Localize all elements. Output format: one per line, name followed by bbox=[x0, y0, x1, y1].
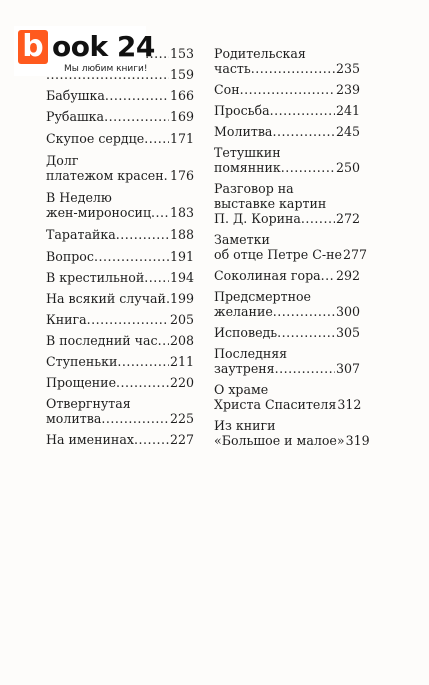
toc-entry-title: Ступеньки bbox=[46, 354, 118, 369]
toc-entry-title: молитва bbox=[46, 411, 102, 426]
toc-entry-title: жен-мироносиц bbox=[46, 205, 152, 220]
toc-page-number: 188 bbox=[169, 227, 194, 242]
toc-entry-title-line: выставке картин bbox=[214, 196, 327, 211]
toc-page-number: 208 bbox=[169, 333, 194, 348]
toc-entry-title: П. Д. Корина bbox=[214, 211, 301, 226]
toc-page-number: 183 bbox=[169, 205, 194, 220]
toc-entry bbox=[214, 145, 360, 175]
toc-entry-title-line: Предсмертное bbox=[214, 289, 312, 304]
toc-entry-title: об отце Петре С-не bbox=[214, 247, 342, 262]
logo-wordmark: ook 24 bbox=[52, 30, 155, 63]
toc-dot-leader bbox=[270, 103, 335, 118]
toc-entry-leader bbox=[46, 168, 194, 183]
toc-entry bbox=[46, 190, 194, 220]
toc-entry-title-line: Родительская bbox=[214, 46, 306, 61]
toc-entry-title: Соколиная гора bbox=[214, 268, 321, 283]
toc-entry bbox=[46, 153, 194, 183]
toc-entry bbox=[46, 270, 194, 285]
toc-page-number: 305 bbox=[335, 325, 360, 340]
toc-entry bbox=[214, 82, 360, 97]
toc-entry-title: Исповедь bbox=[214, 325, 278, 340]
toc-dot-leader bbox=[105, 88, 169, 103]
book24-logo bbox=[14, 26, 155, 76]
toc-entry-leader bbox=[46, 375, 194, 390]
toc-entry-title-line: Разговор на bbox=[214, 181, 294, 196]
toc-entry-title: часть bbox=[214, 61, 251, 76]
toc-entry-title-line: Долг bbox=[46, 153, 79, 168]
toc-entry bbox=[214, 346, 360, 376]
toc-dot-leader bbox=[275, 361, 335, 376]
toc-page-number: 227 bbox=[169, 432, 194, 447]
toc-dot-leader bbox=[144, 131, 169, 146]
toc-entry-title: Таратайка bbox=[46, 227, 116, 242]
toc-entry-leader bbox=[46, 109, 194, 124]
toc-entry-title-line: Заметки bbox=[214, 232, 270, 247]
toc-entry-title: «Большое и малое» bbox=[214, 433, 345, 448]
toc-page-number: 319 bbox=[345, 433, 370, 448]
toc-entry-title: Бабушка bbox=[46, 88, 105, 103]
toc-entry bbox=[46, 227, 194, 242]
toc-entry bbox=[46, 333, 194, 348]
toc-dot-leader bbox=[151, 205, 169, 220]
toc-entry-leader bbox=[46, 312, 194, 327]
toc-entry-leader bbox=[214, 247, 367, 262]
toc-entry-leader bbox=[46, 411, 194, 426]
toc-dot-leader bbox=[158, 333, 169, 348]
toc-entry bbox=[46, 312, 194, 327]
toc-entry-leader bbox=[46, 432, 194, 447]
toc-page-number: 169 bbox=[169, 109, 194, 124]
toc-page-number: 245 bbox=[335, 124, 360, 139]
toc-entry-leader bbox=[214, 61, 360, 76]
toc-entry-leader bbox=[46, 227, 194, 242]
toc-entry bbox=[46, 375, 194, 390]
toc-entry-leader bbox=[214, 103, 360, 118]
toc-entry-title: Прощение bbox=[46, 375, 117, 390]
toc-entry-leader bbox=[214, 325, 360, 340]
toc-entry-title: На всякий случай bbox=[46, 291, 166, 306]
toc-dot-leader bbox=[272, 124, 335, 139]
toc-entry-title-line: О храме bbox=[214, 382, 269, 397]
toc-entry bbox=[214, 103, 360, 118]
toc-entry-title: Христа Спасителя bbox=[214, 397, 337, 412]
toc-entry-title: Рубашка bbox=[46, 109, 105, 124]
toc-entry-title: В крестильной bbox=[46, 270, 145, 285]
toc-entry-title: желание bbox=[214, 304, 273, 319]
toc-page-number: 211 bbox=[169, 354, 194, 369]
toc-entry-title: Вопрос bbox=[46, 249, 94, 264]
toc-entry-leader bbox=[46, 270, 194, 285]
toc-entry-title: В последний час bbox=[46, 333, 158, 348]
toc-dot-leader bbox=[117, 354, 169, 369]
toc-page-number: 241 bbox=[335, 103, 360, 118]
toc-entry bbox=[46, 354, 194, 369]
toc-entry bbox=[214, 325, 360, 340]
toc-entry bbox=[214, 268, 360, 283]
toc-page-number: 171 bbox=[169, 131, 194, 146]
toc-page-number: 292 bbox=[335, 268, 360, 283]
toc-left-column bbox=[46, 40, 194, 447]
toc-entry bbox=[46, 249, 194, 264]
toc-page-number: 300 bbox=[335, 304, 360, 319]
toc-dot-leader bbox=[94, 249, 169, 264]
toc-dot-leader bbox=[144, 270, 169, 285]
toc-page-number: 199 bbox=[169, 291, 194, 306]
toc-entry-leader bbox=[214, 361, 360, 376]
toc-dot-leader bbox=[240, 82, 335, 97]
toc-entry-title-line: Тетушкин bbox=[214, 145, 281, 160]
toc-entry-leader bbox=[214, 124, 360, 139]
toc-page-number: 194 bbox=[169, 270, 194, 285]
toc-entry bbox=[214, 124, 360, 139]
toc-entry bbox=[214, 181, 360, 226]
toc-right-column bbox=[214, 40, 370, 448]
toc-dot-leader bbox=[277, 325, 335, 340]
toc-page-number: 235 bbox=[335, 61, 360, 76]
toc-entry-title: Сон bbox=[214, 82, 240, 97]
toc-page-number: 159 bbox=[169, 67, 194, 82]
toc-entry-leader bbox=[46, 88, 194, 103]
toc-entry-title-line: Из книги bbox=[214, 418, 276, 433]
toc-dot-leader bbox=[281, 160, 335, 175]
toc-page-number: 272 bbox=[335, 211, 360, 226]
toc-page-number: 176 bbox=[169, 168, 194, 183]
toc-page-number: 205 bbox=[169, 312, 194, 327]
toc-entry-title: На именинах bbox=[46, 432, 134, 447]
toc-page-number: 307 bbox=[335, 361, 360, 376]
toc-entry-leader bbox=[214, 160, 360, 175]
toc-entry-title: Просьба bbox=[214, 103, 270, 118]
toc-entry bbox=[214, 289, 360, 319]
toc-dot-leader bbox=[251, 61, 335, 76]
toc-entry-leader bbox=[46, 291, 194, 306]
toc-dot-leader bbox=[134, 432, 169, 447]
toc-entry bbox=[214, 382, 360, 412]
toc-entry-leader bbox=[46, 354, 194, 369]
toc-page-number: 191 bbox=[169, 249, 194, 264]
toc-entry bbox=[46, 88, 194, 103]
toc-page-number: 220 bbox=[169, 375, 194, 390]
toc-entry-leader bbox=[46, 249, 194, 264]
toc-entry-title: Книга bbox=[46, 312, 87, 327]
toc-dot-leader bbox=[87, 312, 169, 327]
toc-dot-leader bbox=[101, 411, 169, 426]
logo-letter-icon: b bbox=[18, 30, 48, 64]
toc-entry-leader bbox=[214, 211, 360, 226]
toc-dot-leader bbox=[273, 304, 335, 319]
toc-dot-leader bbox=[104, 109, 169, 124]
toc-entry bbox=[46, 291, 194, 306]
toc-entry-title: помянник bbox=[214, 160, 281, 175]
toc-entry-title: заутреня bbox=[214, 361, 275, 376]
toc-entry bbox=[46, 396, 194, 426]
toc-entry bbox=[46, 131, 194, 146]
logo-tagline: Мы любим книги! bbox=[64, 64, 148, 74]
toc-page-number: 153 bbox=[169, 46, 194, 61]
toc-entry bbox=[46, 109, 194, 124]
toc-entry-leader bbox=[214, 304, 360, 319]
toc-entry bbox=[214, 232, 367, 262]
toc-entry-title: Скупое сердце bbox=[46, 131, 145, 146]
toc-page-number: 166 bbox=[169, 88, 194, 103]
toc-entry bbox=[214, 46, 360, 76]
toc-entry-title-line: Последняя bbox=[214, 346, 288, 361]
toc-page-number: 312 bbox=[337, 397, 362, 412]
toc-page-number: 239 bbox=[335, 82, 360, 97]
toc-entry bbox=[214, 418, 370, 448]
toc-entry-leader bbox=[46, 205, 194, 220]
toc-entry-title-line: В Неделю bbox=[46, 190, 112, 205]
toc-entry-leader bbox=[214, 268, 360, 283]
toc-entry-leader bbox=[46, 131, 194, 146]
toc-entry bbox=[46, 432, 194, 447]
toc-dot-leader bbox=[116, 227, 169, 242]
toc-entry-title: платежом красен bbox=[46, 168, 164, 183]
toc-page-number: 225 bbox=[169, 411, 194, 426]
toc-entry-leader bbox=[214, 82, 360, 97]
toc-dot-leader bbox=[301, 211, 335, 226]
toc-entry-title: Молитва bbox=[214, 124, 273, 139]
toc-entry-leader bbox=[46, 333, 194, 348]
toc-entry-leader bbox=[214, 433, 370, 448]
toc-dot-leader bbox=[321, 268, 335, 283]
toc-page-number: 250 bbox=[335, 160, 360, 175]
toc-page-number: 277 bbox=[342, 247, 367, 262]
toc-dot-leader bbox=[116, 375, 169, 390]
toc-entry-title-line: Отвергнутая bbox=[46, 396, 131, 411]
toc-entry-leader bbox=[214, 397, 360, 412]
